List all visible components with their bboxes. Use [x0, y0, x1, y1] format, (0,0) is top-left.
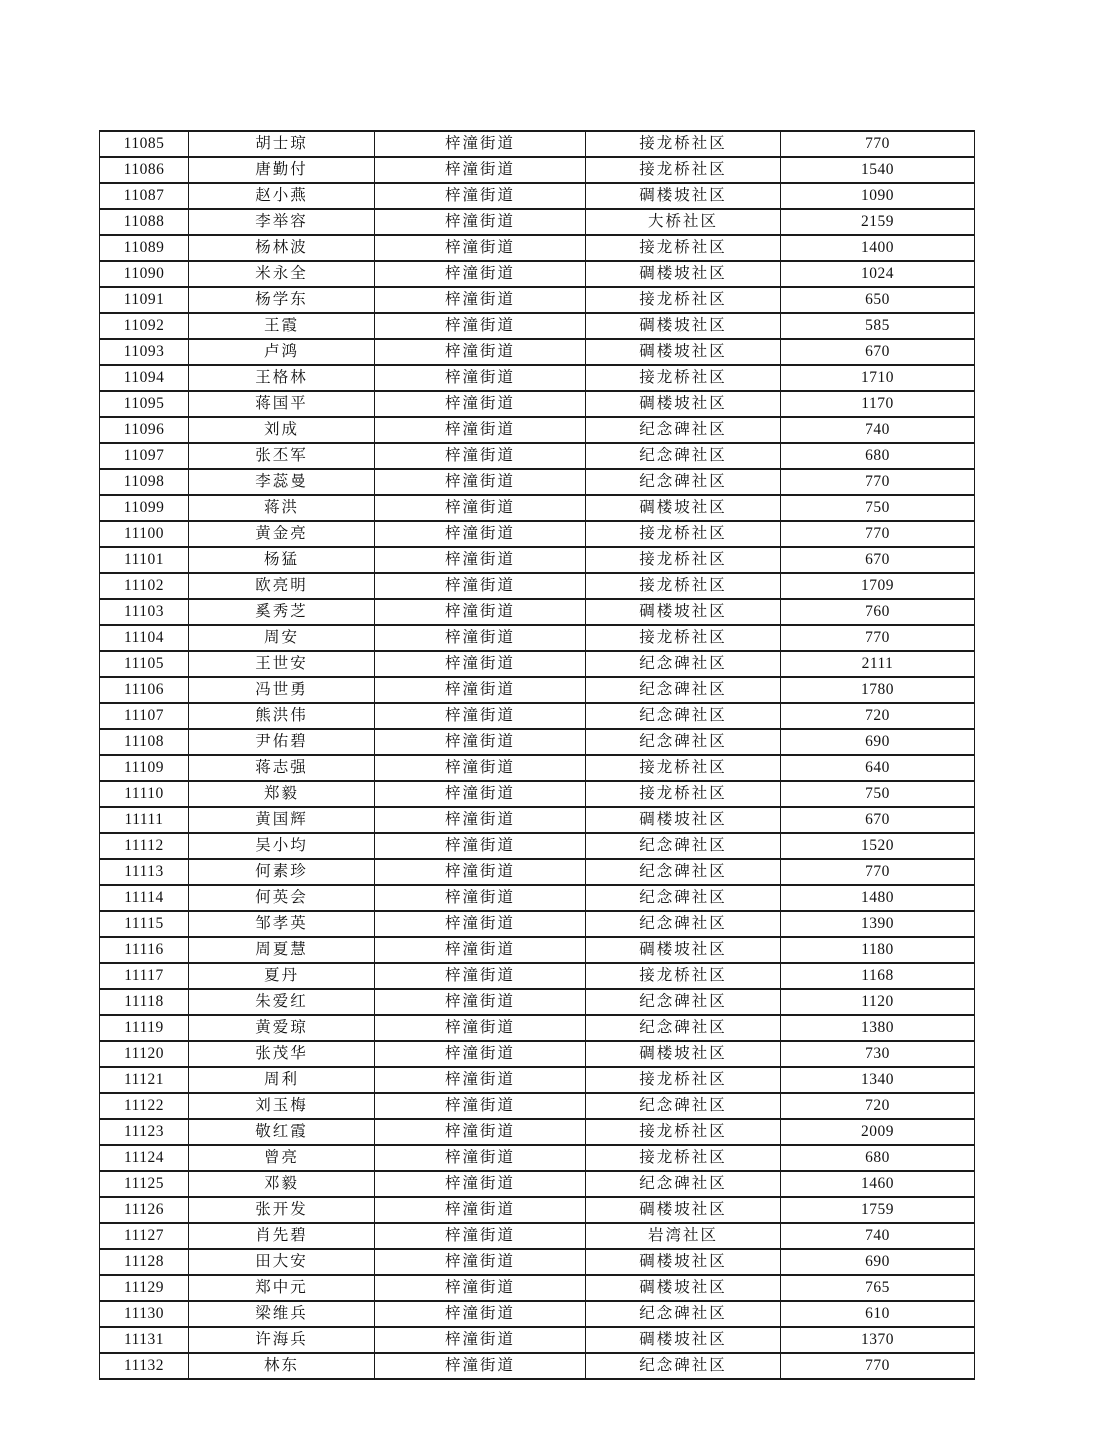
cell-name: 邓毅: [189, 1171, 375, 1197]
table-row: [100, 1353, 975, 1379]
cell-amount: 1370: [781, 1327, 975, 1353]
cell-street: 梓潼街道: [375, 157, 586, 183]
cell-community: 接龙桥社区: [586, 287, 781, 313]
cell-amount: 1024: [781, 261, 975, 287]
cell-serial: 11132: [100, 1353, 189, 1379]
table-row: [100, 469, 975, 495]
cell-name: 夏丹: [189, 963, 375, 989]
cell-serial: 11091: [100, 287, 189, 313]
cell-community: 纪念碑社区: [586, 443, 781, 469]
cell-amount: 2009: [781, 1119, 975, 1145]
cell-serial: 11103: [100, 599, 189, 625]
cell-amount: 650: [781, 287, 975, 313]
cell-name: 黄爱琼: [189, 1015, 375, 1041]
cell-community: 纪念碑社区: [586, 885, 781, 911]
cell-amount: 750: [781, 495, 975, 521]
cell-community: 纪念碑社区: [586, 1301, 781, 1327]
cell-amount: 1520: [781, 833, 975, 859]
cell-amount: 770: [781, 859, 975, 885]
cell-amount: 690: [781, 1249, 975, 1275]
cell-amount: 1380: [781, 1015, 975, 1041]
table-row: [100, 313, 975, 339]
cell-community: 纪念碑社区: [586, 1171, 781, 1197]
cell-amount: 1180: [781, 937, 975, 963]
cell-street: 梓潼街道: [375, 833, 586, 859]
table-row: [100, 417, 975, 443]
cell-serial: 11119: [100, 1015, 189, 1041]
cell-name: 蒋志强: [189, 755, 375, 781]
cell-community: 接龙桥社区: [586, 547, 781, 573]
cell-street: 梓潼街道: [375, 1119, 586, 1145]
table-row: [100, 1067, 975, 1093]
cell-serial: 11087: [100, 183, 189, 209]
cell-amount: 1710: [781, 365, 975, 391]
cell-amount: 770: [781, 469, 975, 495]
cell-community: 接龙桥社区: [586, 1067, 781, 1093]
cell-community: 碉楼坡社区: [586, 937, 781, 963]
cell-community: 岩湾社区: [586, 1223, 781, 1249]
cell-amount: 1390: [781, 911, 975, 937]
table-row: [100, 1041, 975, 1067]
cell-street: 梓潼街道: [375, 1015, 586, 1041]
cell-street: 梓潼街道: [375, 1327, 586, 1353]
cell-name: 张茂华: [189, 1041, 375, 1067]
cell-street: 梓潼街道: [375, 1353, 586, 1379]
cell-amount: 670: [781, 339, 975, 365]
cell-amount: 680: [781, 1145, 975, 1171]
table-row: [100, 807, 975, 833]
cell-name: 何素珍: [189, 859, 375, 885]
cell-street: 梓潼街道: [375, 963, 586, 989]
table-row: [100, 911, 975, 937]
cell-street: 梓潼街道: [375, 573, 586, 599]
cell-community: 接龙桥社区: [586, 521, 781, 547]
table-row: [100, 859, 975, 885]
cell-name: 米永全: [189, 261, 375, 287]
cell-serial: 11094: [100, 365, 189, 391]
cell-name: 蒋洪: [189, 495, 375, 521]
table-row: [100, 1093, 975, 1119]
cell-street: 梓潼街道: [375, 313, 586, 339]
cell-street: 梓潼街道: [375, 1197, 586, 1223]
table-row: [100, 209, 975, 235]
cell-street: 梓潼街道: [375, 1067, 586, 1093]
cell-community: 接龙桥社区: [586, 625, 781, 651]
table-row: [100, 573, 975, 599]
cell-amount: 690: [781, 729, 975, 755]
table-row: [100, 1327, 975, 1353]
table-row: [100, 989, 975, 1015]
cell-serial: 11126: [100, 1197, 189, 1223]
table-row: [100, 547, 975, 573]
cell-community: 碉楼坡社区: [586, 1275, 781, 1301]
cell-street: 梓潼街道: [375, 1145, 586, 1171]
cell-serial: 11124: [100, 1145, 189, 1171]
cell-serial: 11110: [100, 781, 189, 807]
cell-name: 何英会: [189, 885, 375, 911]
cell-community: 接龙桥社区: [586, 573, 781, 599]
cell-street: 梓潼街道: [375, 599, 586, 625]
cell-serial: 11104: [100, 625, 189, 651]
cell-serial: 11107: [100, 703, 189, 729]
cell-amount: 1120: [781, 989, 975, 1015]
cell-community: 碉楼坡社区: [586, 1197, 781, 1223]
cell-amount: 1780: [781, 677, 975, 703]
cell-serial: 11093: [100, 339, 189, 365]
cell-community: 纪念碑社区: [586, 729, 781, 755]
cell-community: 纪念碑社区: [586, 651, 781, 677]
cell-serial: 11123: [100, 1119, 189, 1145]
cell-name: 邹孝英: [189, 911, 375, 937]
cell-community: 碉楼坡社区: [586, 599, 781, 625]
table-row: [100, 1015, 975, 1041]
cell-street: 梓潼街道: [375, 625, 586, 651]
cell-amount: 610: [781, 1301, 975, 1327]
cell-community: 纪念碑社区: [586, 417, 781, 443]
cell-street: 梓潼街道: [375, 677, 586, 703]
cell-serial: 11116: [100, 937, 189, 963]
cell-street: 梓潼街道: [375, 183, 586, 209]
cell-serial: 11112: [100, 833, 189, 859]
cell-serial: 11101: [100, 547, 189, 573]
roster-table: [99, 130, 975, 1380]
cell-name: 林东: [189, 1353, 375, 1379]
table-row: [100, 677, 975, 703]
table-row: [100, 1223, 975, 1249]
table-row: [100, 651, 975, 677]
cell-street: 梓潼街道: [375, 1223, 586, 1249]
cell-name: 张开发: [189, 1197, 375, 1223]
cell-street: 梓潼街道: [375, 1249, 586, 1275]
cell-amount: 585: [781, 313, 975, 339]
cell-street: 梓潼街道: [375, 547, 586, 573]
cell-community: 碉楼坡社区: [586, 1041, 781, 1067]
cell-community: 纪念碑社区: [586, 703, 781, 729]
table-row: [100, 157, 975, 183]
table-row: [100, 1145, 975, 1171]
cell-name: 肖先碧: [189, 1223, 375, 1249]
cell-serial: 11115: [100, 911, 189, 937]
cell-serial: 11095: [100, 391, 189, 417]
cell-serial: 11099: [100, 495, 189, 521]
cell-name: 张丕军: [189, 443, 375, 469]
cell-serial: 11096: [100, 417, 189, 443]
cell-name: 赵小燕: [189, 183, 375, 209]
cell-community: 接龙桥社区: [586, 781, 781, 807]
table-row: [100, 781, 975, 807]
cell-community: 接龙桥社区: [586, 157, 781, 183]
cell-community: 碉楼坡社区: [586, 313, 781, 339]
cell-street: 梓潼街道: [375, 859, 586, 885]
cell-serial: 11108: [100, 729, 189, 755]
cell-serial: 11125: [100, 1171, 189, 1197]
cell-name: 奚秀芝: [189, 599, 375, 625]
cell-amount: 740: [781, 1223, 975, 1249]
table-row: [100, 1197, 975, 1223]
table-row: [100, 131, 975, 157]
cell-name: 郑毅: [189, 781, 375, 807]
cell-street: 梓潼街道: [375, 807, 586, 833]
cell-amount: 2111: [781, 651, 975, 677]
table-row: [100, 183, 975, 209]
cell-serial: 11105: [100, 651, 189, 677]
cell-community: 碉楼坡社区: [586, 807, 781, 833]
cell-street: 梓潼街道: [375, 235, 586, 261]
cell-street: 梓潼街道: [375, 391, 586, 417]
cell-name: 许海兵: [189, 1327, 375, 1353]
cell-serial: 11089: [100, 235, 189, 261]
cell-serial: 11130: [100, 1301, 189, 1327]
cell-community: 纪念碑社区: [586, 677, 781, 703]
cell-serial: 11102: [100, 573, 189, 599]
cell-name: 尹佑碧: [189, 729, 375, 755]
cell-community: 接龙桥社区: [586, 235, 781, 261]
cell-amount: 720: [781, 703, 975, 729]
cell-name: 卢鸿: [189, 339, 375, 365]
cell-street: 梓潼街道: [375, 703, 586, 729]
cell-serial: 11122: [100, 1093, 189, 1119]
cell-community: 纪念碑社区: [586, 1353, 781, 1379]
table-row: [100, 1301, 975, 1327]
table-row: [100, 365, 975, 391]
cell-community: 纪念碑社区: [586, 469, 781, 495]
cell-street: 梓潼街道: [375, 1275, 586, 1301]
cell-serial: 11097: [100, 443, 189, 469]
cell-amount: 760: [781, 599, 975, 625]
cell-street: 梓潼街道: [375, 261, 586, 287]
cell-amount: 1170: [781, 391, 975, 417]
cell-street: 梓潼街道: [375, 287, 586, 313]
cell-street: 梓潼街道: [375, 443, 586, 469]
cell-name: 刘玉梅: [189, 1093, 375, 1119]
cell-name: 蒋国平: [189, 391, 375, 417]
cell-amount: 770: [781, 1353, 975, 1379]
table-row: [100, 963, 975, 989]
cell-street: 梓潼街道: [375, 365, 586, 391]
cell-street: 梓潼街道: [375, 1041, 586, 1067]
cell-amount: 740: [781, 417, 975, 443]
cell-street: 梓潼街道: [375, 1301, 586, 1327]
cell-community: 接龙桥社区: [586, 131, 781, 157]
table-row: [100, 235, 975, 261]
cell-name: 王世安: [189, 651, 375, 677]
table-row: [100, 1171, 975, 1197]
cell-community: 碉楼坡社区: [586, 1327, 781, 1353]
table-row: [100, 261, 975, 287]
table-row: [100, 937, 975, 963]
cell-amount: 770: [781, 625, 975, 651]
cell-street: 梓潼街道: [375, 989, 586, 1015]
cell-serial: 11114: [100, 885, 189, 911]
cell-amount: 1540: [781, 157, 975, 183]
cell-name: 田大安: [189, 1249, 375, 1275]
cell-name: 周利: [189, 1067, 375, 1093]
cell-community: 接龙桥社区: [586, 963, 781, 989]
cell-amount: 670: [781, 807, 975, 833]
cell-street: 梓潼街道: [375, 469, 586, 495]
cell-name: 朱爱红: [189, 989, 375, 1015]
cell-serial: 11088: [100, 209, 189, 235]
cell-amount: 720: [781, 1093, 975, 1119]
cell-amount: 1168: [781, 963, 975, 989]
cell-community: 接龙桥社区: [586, 755, 781, 781]
cell-serial: 11121: [100, 1067, 189, 1093]
cell-name: 梁维兵: [189, 1301, 375, 1327]
cell-serial: 11129: [100, 1275, 189, 1301]
cell-street: 梓潼街道: [375, 131, 586, 157]
cell-amount: 1480: [781, 885, 975, 911]
cell-community: 碉楼坡社区: [586, 495, 781, 521]
cell-serial: 11127: [100, 1223, 189, 1249]
table-row: [100, 885, 975, 911]
cell-street: 梓潼街道: [375, 937, 586, 963]
cell-serial: 11086: [100, 157, 189, 183]
cell-serial: 11098: [100, 469, 189, 495]
cell-amount: 640: [781, 755, 975, 781]
cell-name: 郑中元: [189, 1275, 375, 1301]
cell-street: 梓潼街道: [375, 1093, 586, 1119]
cell-name: 黄国辉: [189, 807, 375, 833]
cell-community: 碉楼坡社区: [586, 339, 781, 365]
cell-street: 梓潼街道: [375, 417, 586, 443]
table-row: [100, 625, 975, 651]
cell-serial: 11128: [100, 1249, 189, 1275]
cell-amount: 1400: [781, 235, 975, 261]
table-row: [100, 833, 975, 859]
cell-serial: 11118: [100, 989, 189, 1015]
cell-street: 梓潼街道: [375, 521, 586, 547]
cell-serial: 11131: [100, 1327, 189, 1353]
table-row: [100, 755, 975, 781]
cell-name: 胡士琼: [189, 131, 375, 157]
table-row: [100, 495, 975, 521]
table-row: [100, 599, 975, 625]
cell-name: 欧亮明: [189, 573, 375, 599]
cell-amount: 770: [781, 521, 975, 547]
cell-amount: 765: [781, 1275, 975, 1301]
cell-name: 杨林波: [189, 235, 375, 261]
cell-community: 碉楼坡社区: [586, 391, 781, 417]
cell-amount: 680: [781, 443, 975, 469]
cell-name: 冯世勇: [189, 677, 375, 703]
cell-serial: 11085: [100, 131, 189, 157]
cell-street: 梓潼街道: [375, 1171, 586, 1197]
table-row: [100, 703, 975, 729]
cell-serial: 11111: [100, 807, 189, 833]
cell-amount: 750: [781, 781, 975, 807]
table-row: [100, 339, 975, 365]
cell-name: 王格林: [189, 365, 375, 391]
cell-name: 周夏慧: [189, 937, 375, 963]
cell-community: 接龙桥社区: [586, 1145, 781, 1171]
cell-amount: 1709: [781, 573, 975, 599]
cell-street: 梓潼街道: [375, 209, 586, 235]
cell-name: 杨学东: [189, 287, 375, 313]
cell-community: 纪念碑社区: [586, 989, 781, 1015]
cell-community: 纪念碑社区: [586, 859, 781, 885]
cell-serial: 11120: [100, 1041, 189, 1067]
cell-amount: 1460: [781, 1171, 975, 1197]
table-row: [100, 1249, 975, 1275]
cell-community: 接龙桥社区: [586, 1119, 781, 1145]
cell-amount: 730: [781, 1041, 975, 1067]
cell-name: 李举容: [189, 209, 375, 235]
cell-community: 纪念碑社区: [586, 833, 781, 859]
cell-community: 接龙桥社区: [586, 365, 781, 391]
table-row: [100, 443, 975, 469]
cell-amount: 770: [781, 131, 975, 157]
table-row: [100, 287, 975, 313]
cell-community: 纪念碑社区: [586, 911, 781, 937]
cell-serial: 11106: [100, 677, 189, 703]
table-row: [100, 521, 975, 547]
cell-name: 敬红霞: [189, 1119, 375, 1145]
cell-amount: 2159: [781, 209, 975, 235]
cell-serial: 11113: [100, 859, 189, 885]
cell-community: 纪念碑社区: [586, 1015, 781, 1041]
table-row: [100, 391, 975, 417]
cell-street: 梓潼街道: [375, 755, 586, 781]
cell-name: 吴小均: [189, 833, 375, 859]
cell-name: 刘成: [189, 417, 375, 443]
cell-community: 纪念碑社区: [586, 1093, 781, 1119]
cell-serial: 11109: [100, 755, 189, 781]
cell-name: 熊洪伟: [189, 703, 375, 729]
cell-community: 大桥社区: [586, 209, 781, 235]
cell-street: 梓潼街道: [375, 885, 586, 911]
cell-street: 梓潼街道: [375, 781, 586, 807]
roster-table-body: [100, 131, 975, 1379]
cell-serial: 11117: [100, 963, 189, 989]
cell-street: 梓潼街道: [375, 339, 586, 365]
cell-amount: 1340: [781, 1067, 975, 1093]
cell-street: 梓潼街道: [375, 651, 586, 677]
table-row: [100, 1119, 975, 1145]
cell-name: 李蕊曼: [189, 469, 375, 495]
cell-community: 碉楼坡社区: [586, 261, 781, 287]
cell-community: 碉楼坡社区: [586, 183, 781, 209]
cell-name: 黄金亮: [189, 521, 375, 547]
cell-amount: 1090: [781, 183, 975, 209]
cell-street: 梓潼街道: [375, 729, 586, 755]
cell-name: 王霞: [189, 313, 375, 339]
cell-street: 梓潼街道: [375, 495, 586, 521]
cell-serial: 11100: [100, 521, 189, 547]
table-row: [100, 1275, 975, 1301]
cell-amount: 1759: [781, 1197, 975, 1223]
cell-name: 曾亮: [189, 1145, 375, 1171]
cell-name: 周安: [189, 625, 375, 651]
cell-serial: 11092: [100, 313, 189, 339]
cell-serial: 11090: [100, 261, 189, 287]
cell-street: 梓潼街道: [375, 911, 586, 937]
table-row: [100, 729, 975, 755]
cell-name: 杨猛: [189, 547, 375, 573]
cell-name: 唐勤付: [189, 157, 375, 183]
cell-community: 碉楼坡社区: [586, 1249, 781, 1275]
cell-amount: 670: [781, 547, 975, 573]
